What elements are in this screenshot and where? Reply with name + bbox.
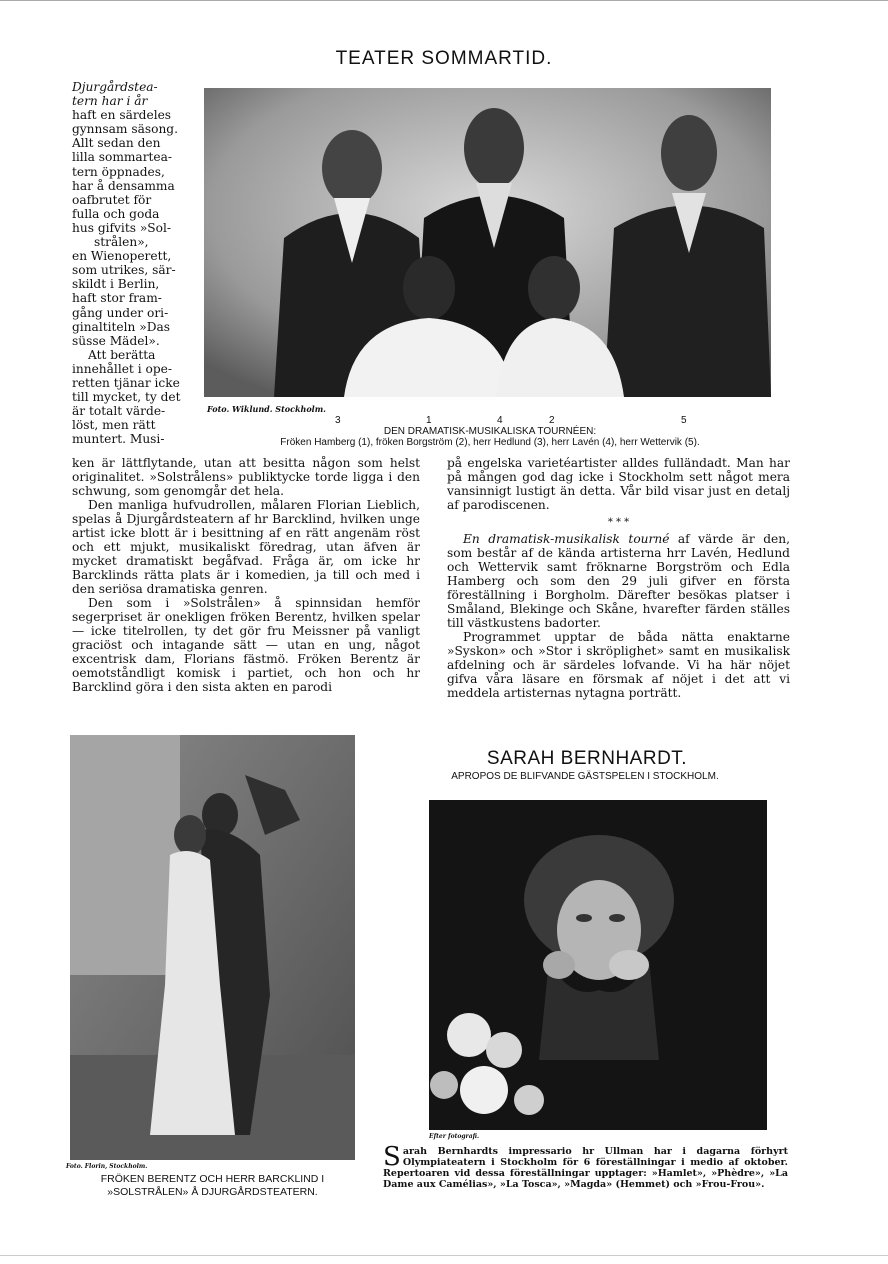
sarah-photo-credit: Efter fotografi. (429, 1133, 480, 1140)
narrow-col-line: fulla och goda (72, 206, 160, 221)
sarah-bernhardt-title: SARAH BERNHARDT. (486, 748, 688, 769)
narrow-col-line: som utrikes, sär- (72, 263, 176, 278)
photo1-number-2: 2 (549, 415, 555, 426)
narrow-col-line: Allt sedan den (72, 136, 161, 151)
berentz-caption-line1: FRÖKEN BERENTZ OCH HERR BARCKLIND I (100, 1173, 325, 1185)
sarah-bernhardt-photo (429, 800, 767, 1130)
left-para-1: ken är lättflytande, utan att besitta någon som helst originalitet. »Solstrålens» publiktycke torde ligga i den schwung, som genomgår det hela. (72, 456, 420, 498)
narrow-col-line: en Wienoperett, (72, 249, 172, 264)
group-photo-image (204, 88, 771, 397)
group-photo-caption-names: Fröken Hamberg (1), fröken Borgström (2), herr Hedlund (3), herr Lavén (4), herr Wettervik (5). (280, 437, 700, 448)
narrow-col-line: löst, men rätt (72, 418, 156, 433)
narrow-col-line: är totalt värde- (72, 404, 166, 419)
right-para-2 (447, 532, 790, 630)
narrow-col-line: strålen», (94, 235, 149, 250)
narrow-col-line: gång under ori- (72, 305, 169, 320)
narrow-col-line: innehållet i ope- (72, 361, 172, 376)
narrow-col-line: tern öppnades, (72, 164, 165, 179)
photo1-number-1: 1 (426, 415, 432, 426)
narrow-col-line: Djurgårdstea- (72, 80, 158, 94)
article-left-column (72, 456, 420, 694)
right-para-2-body: af värde är den, som består af de kända artisterna hrr Lavén, Hedlund och Wettervik samt fröknarne Borgström och Edla Hamberg och som den 29 juli gifver en första föreställning i Borgholm. Därefter besökas platser i Småland, Blekinge och Skåne, hvarefter färden ställes till västkustens badorter. (447, 532, 790, 630)
narrow-col-line: muntert. Musi- (72, 432, 165, 447)
left-para-2: Den manliga hufvudrollen, målaren Florian Lieblich, spelas å Djurgårdsteatern af hr Barcklind, hvilken unge artist icke blott är i besittning af en rätt angenäm röst och ett mjukt, musikaliskt föredrag, utan äfven är mycket dramatiskt begåfvad. Fråga är, om icke hr Barcklinds rätta plats är i komedien, ja till och med i den seriösa dramatiska genren. (72, 498, 420, 596)
narrow-col-line: hus gifvits »Sol- (72, 220, 172, 235)
berentz-caption-line2: »SOLSTRÅLEN» Å DJURGÅRDSTEATERN. (107, 1186, 318, 1198)
narrow-col-line: skildt i Berlin, (72, 277, 160, 292)
group-photo-caption-title: DEN DRAMATISK-MUSIKALISKA TOURNÉEN: (383, 426, 597, 437)
photo1-number-3: 3 (335, 415, 341, 426)
photo1-number-4: 4 (497, 415, 503, 426)
sarah-bernhardt-image (429, 800, 767, 1130)
photo1-number-5: 5 (681, 415, 687, 426)
berentz-barcklind-image (70, 735, 355, 1160)
sarah-bernhardt-caption (383, 1142, 788, 1190)
narrow-col-line: süsse Mädel». (72, 333, 160, 348)
narrow-col-line: retten tjänar icke (72, 375, 180, 390)
page-title: TEATER SOMMARTID. (335, 48, 553, 69)
sarah-caption-initial: S (383, 1142, 401, 1172)
page-top-rule (0, 0, 888, 1)
left-para-3: Den som i »Solstrålen» å spinnsidan hemför segerpriset är onekligen fröken Berentz, hvilken spelar — icke titelrollen, ty det gör fru Meissner på vanligt graciöst och intagande sätt — utan en ung, något excentrisk dam, Florians fästmö. Fröken Berentz är oemotståndligt komisk i partiet, och hon och hr Barcklind göra i den sista akten en parodi (72, 596, 420, 694)
right-para-3: Programmet upptar de båda nätta enaktarne »Syskon» och »Stor i skröplighet» samt en musikalisk afdelning och är särdeles lofvande. Vi ha här nöjet gifva våra läsare en försmak af nöjet i det att vi meddela artisternas nytagna porträtt. (447, 630, 790, 700)
narrow-col-line: oafbrutet för (72, 192, 152, 207)
narrow-col-line: har å densamma (72, 178, 175, 193)
sarah-bernhardt-subtitle: APROPOS DE BLIFVANDE GÄSTSPELEN I STOCKHOLM. (451, 771, 719, 782)
page-bottom-rule (0, 1255, 888, 1256)
group-photo (204, 88, 771, 397)
narrow-col-line: lilla sommartea- (72, 150, 173, 165)
section-divider-stars: * * * (607, 517, 630, 528)
berentz-barcklind-photo (70, 735, 355, 1160)
narrow-col-line: haft en särdeles (72, 108, 172, 123)
narrow-col-line: gynnsam säsong. (72, 122, 178, 137)
berentz-photo-credit: Foto. Florin, Stockholm. (66, 1163, 148, 1170)
narrow-col-line: till mycket, ty det (72, 390, 181, 405)
narrow-col-line: haft stor fram- (72, 291, 162, 306)
article-narrow-column (72, 80, 184, 446)
narrow-col-line: tern har i år (72, 94, 148, 109)
right-para-1: på engelska varietéartister alldes fulländadt. Man har på mången god dag icke i Stockholm sett något mera vansinnigt lustigt än detta. Vår bild visar just en detalj af parodiscenen. (447, 456, 790, 512)
group-photo-credit: Foto. Wiklund. Stockholm. (207, 404, 326, 414)
sarah-caption-text: arah Bernhardts impressario hr Ullman har i dagarna förhyrt Olympiateatern i Stockholm för 6 föreställningar i medio af oktober. Repertoaren vid dessa föreställningar upptager: »Hamlet», »Phèdre», »La Dame aux Camélias», »La Tosca», »Magda» (Hemmet) och »Frou-Frou». (383, 1146, 788, 1190)
article-right-column (447, 456, 790, 700)
right-para-2-lead: En dramatisk-musikalisk tourné (463, 532, 670, 546)
narrow-col-line: ginaltiteln »Das (72, 319, 170, 334)
narrow-col-line: Att berätta (88, 347, 156, 362)
